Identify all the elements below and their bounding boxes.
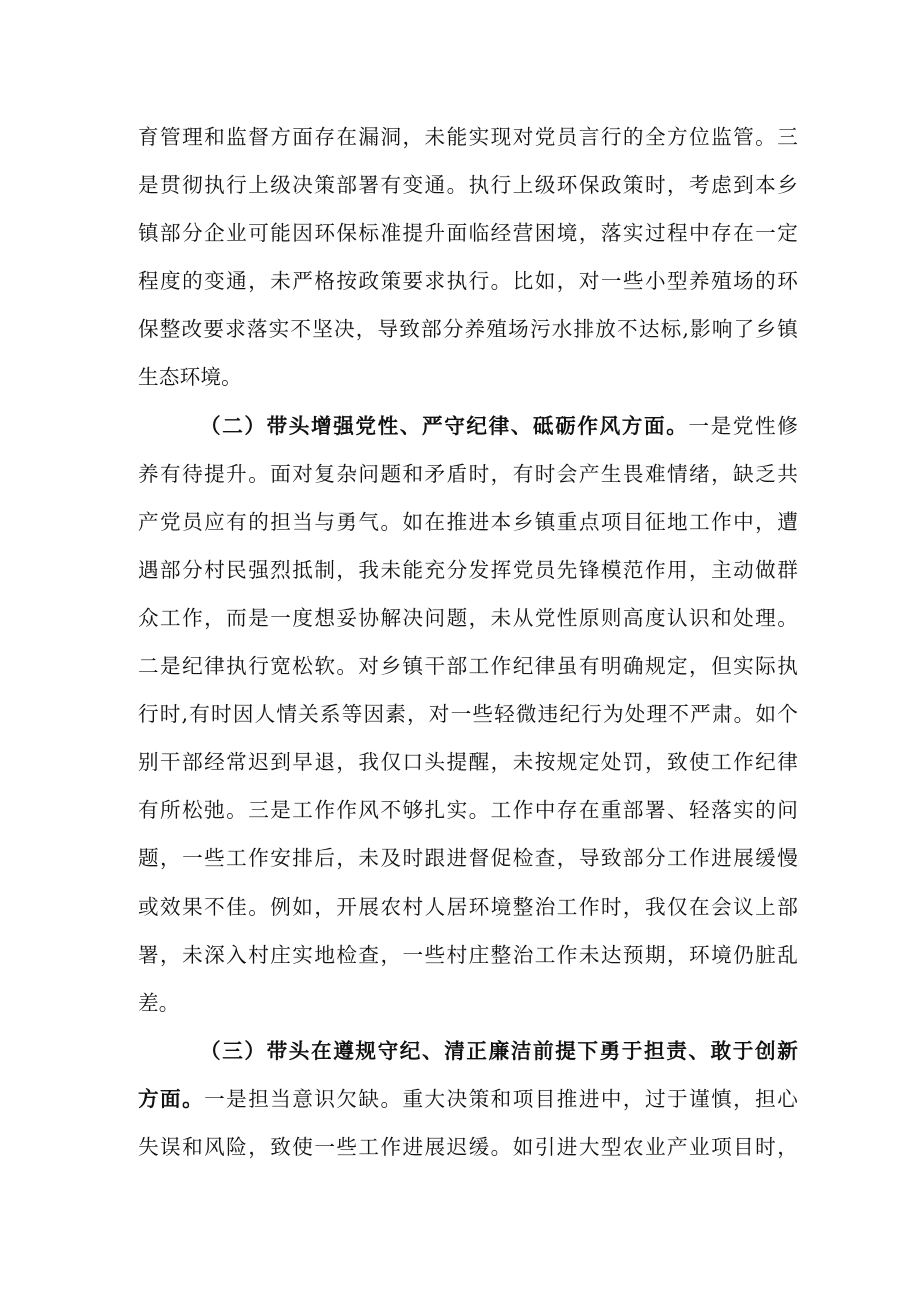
text-line: 别干部经常迟到早退，我仅口头提醒，未按规定处罚，致使工作纪律 — [138, 750, 798, 775]
text-line: 保整改要求落实不坚决，导致部分养殖场污水排放不达标,影响了乡镇 — [138, 317, 798, 342]
text-line: 育管理和监督方面存在漏洞，未能实现对党员言行的全方位监管。三 — [138, 125, 798, 149]
text-line: 题，一些工作安排后，未及时跟进督促检查，导致部分工作进展缓慢 — [138, 846, 798, 871]
text-line: 二是纪律执行宽松软。对乡镇干部工作纪律虽有明确规定，但实际执 — [138, 654, 798, 679]
text-line: 有所松弛。三是工作作风不够扎实。工作中存在重部署、轻落实的问 — [138, 798, 798, 823]
paragraph-second-line — [138, 1075, 798, 1123]
text-line: 失误和风险，致使一些工作进展迟缓。如引进大型农业产业项目时， — [138, 1134, 798, 1159]
text-line: 或效果不佳。例如，开展农村人居环境整治工作时，我仅在会议上部 — [138, 894, 798, 919]
text-run: 一是党性修 — [688, 413, 798, 438]
section-heading: （二）带头增强党性、严守纪律、砥砺作风方面。 — [200, 413, 689, 438]
text-run: 一是担当意识欠缺。重大决策和项目推进中，过于谨慎，担心 — [204, 1086, 798, 1111]
text-line: 生态环境。 — [138, 365, 242, 390]
text-line: 行时,有时因人情关系等因素，对一些轻微违纪行为处理不严肃。如个 — [138, 702, 798, 727]
paragraph-3 — [138, 1027, 798, 1171]
text-line: 是贯彻执行上级决策部署有变通。执行上级环保政策时，考虑到本乡 — [138, 173, 798, 198]
section-heading-end: 方面。 — [138, 1086, 205, 1111]
text-line: 产党员应有的担当与勇气。如在推进本乡镇重点项目征地工作中，遭 — [138, 509, 798, 534]
paragraph-1 — [138, 113, 798, 402]
text-line: 差。 — [138, 990, 180, 1015]
text-line: 众工作，而是一度想妥协解决问题，未从党性原则高度认识和处理。 — [138, 605, 798, 630]
document-body — [138, 113, 798, 1171]
section-heading: （三）带头在遵规守纪、清正廉洁前提下勇于担责、敢于创新 — [200, 1038, 798, 1063]
text-line: 遇部分村民强烈抵制，我未能充分发挥党员先锋模范作用，主动做群 — [138, 557, 798, 582]
text-line: 养有待提升。面对复杂问题和矛盾时，有时会产生畏难情绪，缺乏共 — [138, 461, 798, 486]
text-line: 镇部分企业可能因环保标准提升面临经营困境，落实过程中存在一定 — [138, 221, 798, 246]
paragraph-first-line — [138, 402, 798, 450]
text-line: 程度的变通，未严格按政策要求执行。比如，对一些小型养殖场的环 — [138, 269, 798, 294]
text-line: 署，未深入村庄实地检查，一些村庄整治工作未达预期，环境仍脏乱 — [138, 942, 798, 967]
paragraph-2 — [138, 402, 798, 1027]
